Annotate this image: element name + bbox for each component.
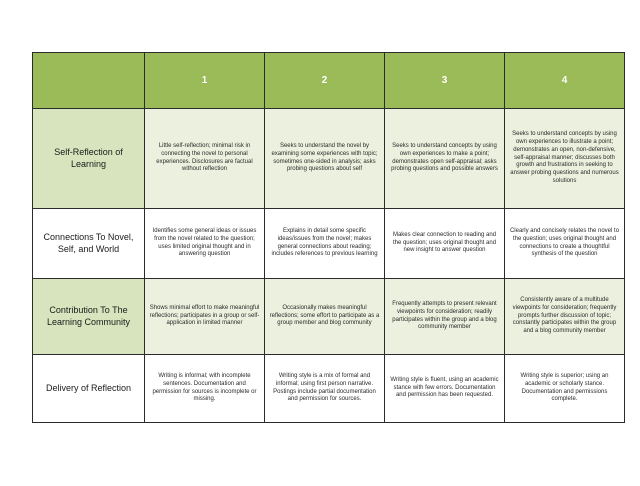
descriptor-delivery-level-4: Writing style is superior; using an academic or scholarly stance. Documentation and permissions complete. [505,355,625,423]
level-2-header: 2 [265,53,385,109]
header-corner-cell [33,53,145,109]
rubric-row-delivery [33,355,625,423]
descriptor-contribution-level-1: Shows minimal effort to make meaningful reflections; participates in a group or self-application in limited manner [145,279,265,355]
level-1-header: 1 [145,53,265,109]
descriptor-contribution-level-4: Consistently aware of a multitude viewpoints for consideration; frequently prompts further discussion of topic; constantly participates within the group and a blog community member [505,279,625,355]
criterion-delivery: Delivery of Reflection [33,355,145,423]
descriptor-connections-level-4: Clearly and concisely relates the novel to the question; uses original thought and connections to create a thoughtful synthesis of the question [505,209,625,279]
descriptor-contribution-level-2: Occasionally makes meaningful reflections; some effort to participate as a group member and blog community [265,279,385,355]
descriptor-connections-level-2: Explains in detail some specific ideas/issues from the novel; makes general connections about reading; includes references to previous learning [265,209,385,279]
criterion-connections: Connections To Novel, Self, and World [33,209,145,279]
level-4-header: 4 [505,53,625,109]
rubric-table [32,52,625,423]
descriptor-self-reflection-level-3: Seeks to understand concepts by using own experiences to make a point; demonstrates open self-appraisal; asks probing questions and possible answers [385,109,505,209]
header-row [33,53,625,109]
descriptor-delivery-level-2: Writing style is a mix of formal and informal; using first person narrative. Postings include partial documentation and permission for sources. [265,355,385,423]
descriptor-delivery-level-3: Writing style is fluent, using an academic stance with few errors. Documentation and permission has been requested. [385,355,505,423]
rubric-row-self-reflection [33,109,625,209]
descriptor-connections-level-3: Makes clear connection to reading and the question; uses original thought and new insight to answer question [385,209,505,279]
descriptor-contribution-level-3: Frequently attempts to present relevant viewpoints for consideration; readily participates within the group and a blog community member [385,279,505,355]
criterion-self-reflection: Self-Reflection of Learning [33,109,145,209]
rubric-row-connections [33,209,625,279]
rubric-row-contribution [33,279,625,355]
descriptor-delivery-level-1: Writing is informal; with incomplete sentences. Documentation and permission for sources is incomplete or missing. [145,355,265,423]
descriptor-self-reflection-level-2: Seeks to understand the novel by examining some experiences with topic; sometimes one-sided in analysis; asks probing questions about self [265,109,385,209]
descriptor-connections-level-1: Identifies some general ideas or issues from the novel related to the question; uses limited original thought and in answering question [145,209,265,279]
criterion-contribution: Contribution To The Learning Community [33,279,145,355]
descriptor-self-reflection-level-1: Little self-reflection; minimal risk in connecting the novel to personal experiences. Disclosures are factual without reflection [145,109,265,209]
descriptor-self-reflection-level-4: Seeks to understand concepts by using own experiences to illustrate a point; demonstrates an open, non-defensive, self-appraisal manner; discusses both growth and frustrations in seeking to answer probing questions and numerous solutions [505,109,625,209]
level-3-header: 3 [385,53,505,109]
